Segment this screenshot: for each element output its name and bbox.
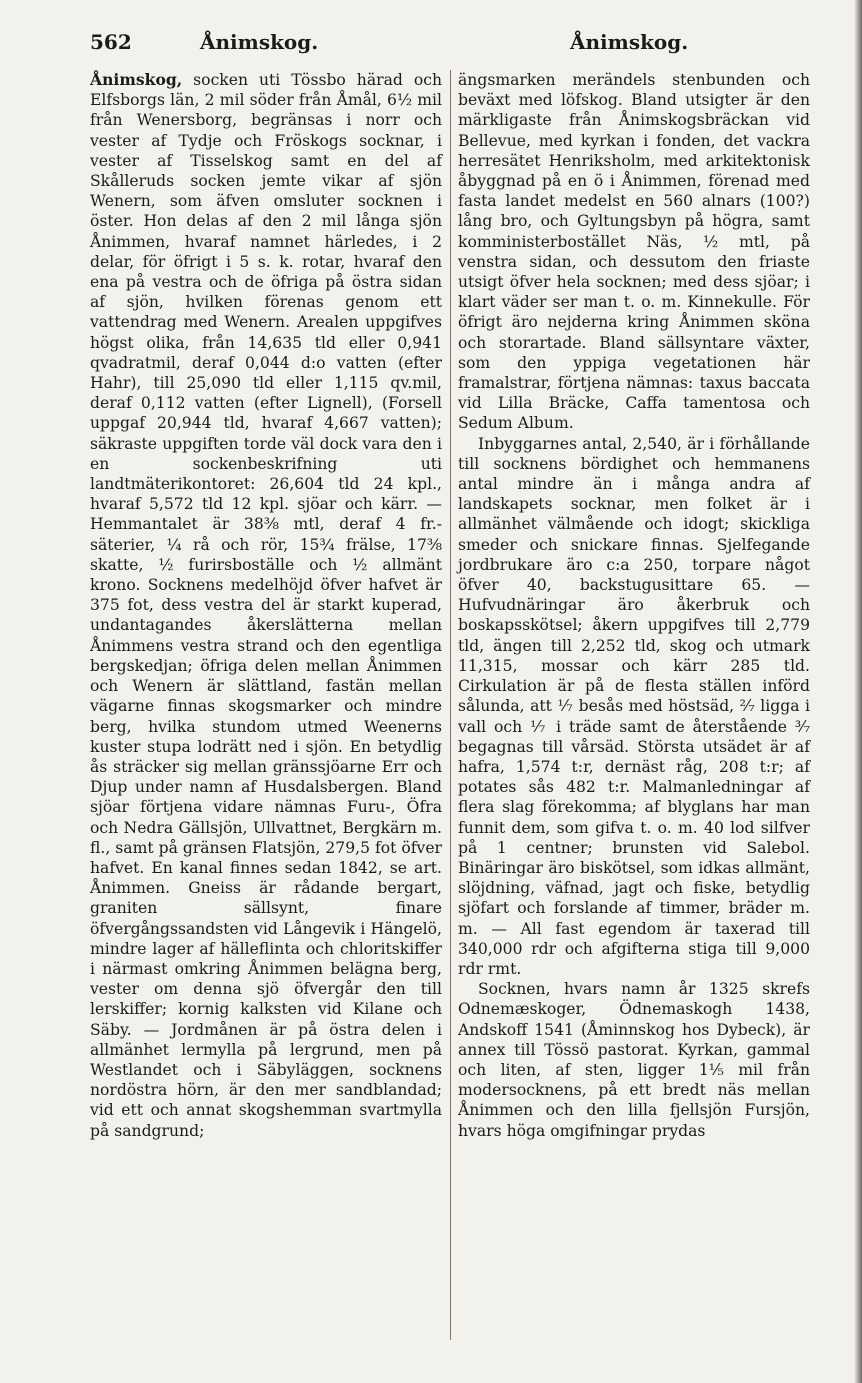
entry-title: Ånimskog,: [90, 70, 183, 89]
entry-paragraph: [90, 70, 442, 1141]
column-divider: [450, 70, 451, 1340]
left-column: [90, 70, 442, 1141]
running-head-right: Ånimskog.: [570, 30, 689, 54]
page-number: 562: [90, 30, 132, 54]
entry-text: socken uti Tössbo härad och Elfsborgs län, 2 mil söder från Åmål, 6½ mil från Wenersborg, begränsas i norr och vester af Tydje och Fröskogs socknar, i vester af Tisselskog samt en del af Skålleruds socken jemte vikar af sjön Wenern, som äfven omsluter socknen i öster. Hon delas af den 2 mil långa sjön Ånimmen, hvaraf namnet härledes, i 2 delar, för öfrigt i 5 s. k. rotar, hvaraf den ena på vestra och de öfriga på östra sidan af sjön, hvilken förenas genom ett vattendrag med Wenern. Arealen uppgifves högst olika, från 14,635 tld eller 0,941 qvadratmil, deraf 0,044 d:o vatten (efter Hahr), till 25,090 tld eller 1,115 qv.mil, deraf 0,112 vatten (efter Lignell), (Forsell uppgaf 20,944 tld, hvaraf 4,667 vatten); säkraste uppgiften torde väl dock vara den i en sockenbeskrifning uti landtmäterikontoret: 26,604 tld 24 kpl., hvaraf 5,572 tld 12 kpl. sjöar och kärr. — Hemmantalet är 38⅜ mtl, deraf 4 fr.-säterier, ¼ rå och rör, 15¾ frälse, 17⅜ skatte, ½ furirsboställe och ½ allmänt krono. Socknens medelhöjd öfver hafvet är 375 fot, dess vestra del är starkt kuperad, undantagandes åkerslätterna mellan Ånimmens vestra strand och den egentliga bergskedjan; öfriga delen mellan Ånimmen och Wenern är slättland, fastän mellan vägarne finnas skogsmarker och mindre berg, hvilka stundom utmed Weenerns kuster stupa lodrätt ned i sjön. En betydlig ås sträcker sig mellan gränssjöarne Err och Djup under namn af Husdalsbergen. Bland sjöar förtjena vidare nämnas Furu-, Öfra och Nedra Gällsjön, Ullvattnet, Bergkärn m. fl., samt på gränsen Flatsjön, 279,5 fot öfver hafvet. En kanal finnes sedan 1842, se art. Ånimmen. Gneiss är rådande bergart, graniten sällsynt, finare öfvergångssandsten vid Långevik i Hängelö, mindre lager af hälleflinta och chloritskiffer i närmast omkring Ånimmen belägna berg, vester om denna sjö öfvergår den till lerskiffer; kornig kalksten vid Kilane och Säby. — Jordmånen är på östra delen i allmänhet lermylla på lergrund, men på Westlandet och i Säbyläggen, socknens nordöstra hörn, är den mer sandblandad; vid ett och annat skogshemman svartmylla på sandgrund;: [90, 71, 443, 1140]
right-column: [458, 70, 810, 1141]
running-head-left: Ånimskog.: [200, 30, 319, 54]
page-edge-shadow: [854, 0, 862, 1383]
paragraph-1: ängsmarken merändels stenbunden och beväxt med löfskog. Bland utsigter är den märkligaste från Ånimskogsbräckan vid Bellevue, med kyrkan i fonden, det vackra herresätet Henriksholm, med arkitektonisk åbyggnad på en ö i Ånimmen, förenad med fasta landet medelst en 560 alnars (100?) lång bro, och Gyltungsbyn på högra, samt komministerbostället Näs, ½ mtl, på venstra sidan, och dessutom den friaste utsigt öfver hela socknen; med dess sjöar; i klart väder ser man t. o. m. Kinnekulle. För öfrigt äro nejderna kring Ånimmen sköna och storartade. Bland sällsyntare växter, som den yppiga vegetationen här framalstrar, förtjena nämnas: taxus baccata vid Lilla Bräcke, Caffa tamentosa och Sedum Album.: [458, 71, 810, 433]
paragraph-2: Inbyggarnes antal, 2,540, är i förhållande till socknens bördighet och hemmanens antal mindre än i många andra af landskapets socknar, men folket är i allmänhet välmående och idogt; skickliga smeder och snickare finnas. Sjelfegande jordbrukare äro c:a 250, torpare något öfver 40, backstugusittare 65. — Hufvudnäringar äro åkerbruk och boskapsskötsel; åkern uppgifves till 2,779 tld, ängen till 2,252 tld, skog och utmark 11,315, mossar och kärr 285 tld. Cirkulation är på de flesta ställen införd sålunda, att ⅐ besås med höstsäd, ²⁄₇ ligga i vall och ⅐ i träde samt de återstående ³⁄₇ begagnas till vårsäd. Största utsädet är af hafra, 1,574 t:r, dernäst råg, 208 t:r; af potates sås 482 t:r. Malmanledningar af flera slag förekomma; af blyglans har man funnit dem, som gifva t. o. m. 40 lod silfver på 1 centner; brunsten vid Salebol. Binäringar äro biskötsel, som idkas allmänt, slöjdning, väfnad, jagt och fiske, betydlig sjöfart och forslande af timmer, bräder m. m. — All fast egendom är taxerad till 340,000 rdr och afgifterna stiga till 9,000 rdr rmt.: [458, 434, 810, 978]
paragraph-3: Socknen, hvars namn år 1325 skrefs Odnemæskoger, Ödnemaskogh 1438, Andskoff 1541 (Åminnskog hos Dybeck), är annex till Tössö pastorat. Kyrkan, gammal och liten, af sten, ligger 1⅕ mil från modersocknens, på ett bredt näs mellan Ånimmen och den lilla fjellsjön Fursjön, hvars höga omgifningar prydas: [458, 980, 810, 1140]
